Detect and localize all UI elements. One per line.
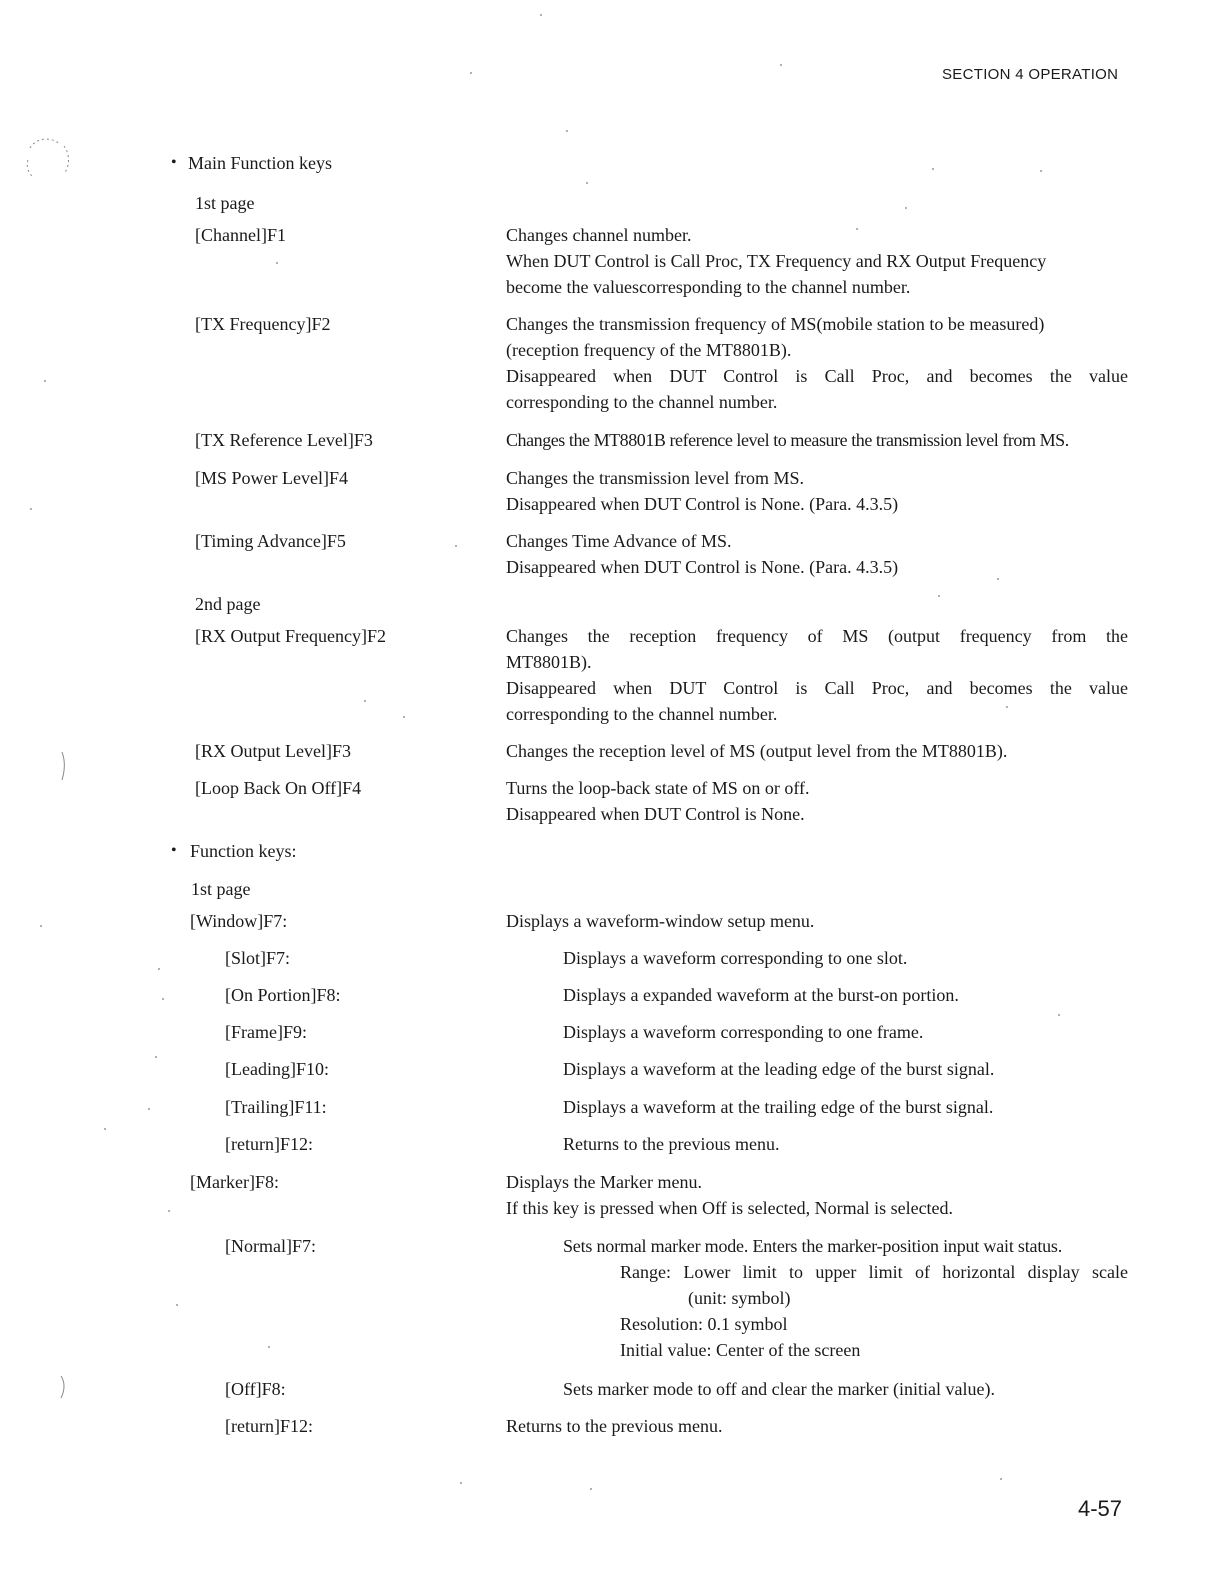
func-keys-title: Function keys: (190, 841, 297, 861)
scan-speck (155, 1056, 157, 1058)
scan-speck (403, 716, 405, 718)
scan-mark-decoration (56, 740, 70, 795)
scan-speck (1040, 170, 1042, 172)
sub-key-description: Displays a waveform at the trailing edge of the burst signal. (563, 1097, 994, 1117)
key-label: [TX Frequency]F2 (195, 314, 331, 334)
key-description: Changes the reception frequency of MS (output frequency from the (506, 626, 1128, 646)
key-description: Displays the Marker menu. (506, 1172, 702, 1192)
scan-speck (905, 207, 907, 209)
sub-key-description: Displays a waveform corresponding to one frame. (563, 1022, 924, 1042)
key-description: If this key is pressed when Off is selected, Normal is selected. (506, 1198, 954, 1218)
key-description: (reception frequency of the MT8801B). (506, 340, 792, 360)
sub-key-label: [On Portion]F8: (225, 985, 341, 1005)
scan-speck (856, 228, 858, 230)
scan-speck (566, 130, 568, 132)
sub-key-description: Displays a waveform corresponding to one slot. (563, 948, 908, 968)
scan-speck (540, 14, 542, 16)
key-description: Changes the transmission level from MS. (506, 468, 804, 488)
scan-speck (168, 1210, 170, 1212)
key-description: Disappeared when DUT Control is Call Proc, and becomes the value (506, 678, 1128, 698)
key-description: Displays a waveform-window setup menu. (506, 911, 815, 931)
key-description: corresponding to the channel number. (506, 392, 778, 412)
scan-speck (44, 380, 46, 382)
sub-key-label: [return]F12: (225, 1416, 313, 1436)
sub-key-description: Sets normal marker mode. Enters the marker-position input wait status. (563, 1236, 1063, 1256)
main-keys-title: Main Function keys (188, 153, 332, 173)
scan-speck (455, 545, 457, 547)
key-description: Changes Time Advance of MS. (506, 531, 732, 551)
sub-key-description: Returns to the previous menu. (506, 1416, 723, 1436)
key-description: Disappeared when DUT Control is None. (506, 804, 805, 824)
sub-key-label: [Trailing]F11: (225, 1097, 327, 1117)
sub-key-description: Sets marker mode to off and clear the marker (initial value). (563, 1379, 995, 1399)
sub-key-description: Returns to the previous menu. (563, 1134, 780, 1154)
scan-speck (40, 925, 42, 927)
sub-key-label: [return]F12: (225, 1134, 313, 1154)
key-description: Disappeared when DUT Control is None. (Para. 4.3.5) (506, 494, 899, 514)
key-label: [RX Output Frequency]F2 (195, 626, 386, 646)
page-label-2nd: 2nd page (195, 594, 261, 614)
section-header: SECTION 4 OPERATION (942, 66, 1119, 83)
sub-key-label: [Slot]F7: (225, 948, 291, 968)
bullet-icon: • (171, 154, 177, 171)
page-label-1st: 1st page (191, 879, 251, 899)
key-description: Changes the MT8801B reference level to measure the transmission level from MS. (506, 430, 1069, 450)
scan-speck (176, 1304, 178, 1306)
scan-speck (938, 595, 940, 597)
scan-speck (104, 1128, 106, 1130)
key-description: MT8801B). (506, 652, 592, 672)
key-label: [Window]F7: (190, 911, 288, 931)
scan-speck (162, 998, 164, 1000)
scan-mark-decoration (20, 130, 80, 195)
key-description: corresponding to the channel number. (506, 704, 778, 724)
scan-speck (148, 1108, 150, 1110)
key-description: Turns the loop-back state of MS on or off. (506, 778, 810, 798)
key-description: become the valuescorresponding to the channel number. (506, 277, 911, 297)
key-description: Disappeared when DUT Control is Call Proc, and becomes the value (506, 366, 1128, 386)
scan-mark-decoration (56, 1372, 70, 1407)
key-label: [Marker]F8: (190, 1172, 279, 1192)
key-label: [Loop Back On Off]F4 (195, 778, 362, 798)
key-label: [Channel]F1 (195, 225, 286, 245)
key-label: [TX Reference Level]F3 (195, 430, 373, 450)
key-description: When DUT Control is Call Proc, TX Frequency and RX Output Frequency (506, 251, 1047, 271)
scan-speck (460, 1482, 462, 1484)
scan-speck (268, 1346, 270, 1348)
scan-speck (1058, 1014, 1060, 1016)
key-description: Disappeared when DUT Control is None. (Para. 4.3.5) (506, 557, 899, 577)
scan-speck (780, 64, 782, 66)
sub-key-label: [Off]F8: (225, 1379, 286, 1399)
sub-key-label: [Frame]F9: (225, 1022, 307, 1042)
sub-key-description: Displays a expanded waveform at the burst-on portion. (563, 985, 959, 1005)
scan-speck (470, 72, 472, 74)
key-label: [Timing Advance]F5 (195, 531, 346, 551)
scan-speck (1000, 1478, 1002, 1480)
resolution-text: Resolution: 0.1 symbol (620, 1314, 788, 1334)
scan-speck (276, 262, 278, 264)
scan-speck (158, 968, 160, 970)
scan-speck (1006, 706, 1008, 708)
key-label: [RX Output Level]F3 (195, 741, 351, 761)
scan-speck (30, 508, 32, 510)
key-label: [MS Power Level]F4 (195, 468, 348, 488)
key-description: Changes the transmission frequency of MS(mobile station to be measured) (506, 314, 1045, 334)
range-text: Range: Lower limit to upper limit of horizontal display scale (620, 1262, 1128, 1282)
page-number: 4-57 (1078, 1496, 1123, 1521)
sub-key-label: [Leading]F10: (225, 1059, 329, 1079)
key-description: Changes channel number. (506, 225, 692, 245)
scan-speck (932, 168, 934, 170)
page-label-1st: 1st page (195, 193, 255, 213)
scan-speck (997, 578, 999, 580)
key-description: Changes the reception level of MS (output level from the MT8801B). (506, 741, 1008, 761)
range-unit-text: (unit: symbol) (688, 1288, 791, 1308)
sub-key-label: [Normal]F7: (225, 1236, 316, 1256)
initial-value-text: Initial value: Center of the screen (620, 1340, 861, 1360)
scan-speck (586, 182, 588, 184)
bullet-icon: • (171, 842, 177, 859)
scan-speck (364, 700, 366, 702)
sub-key-description: Displays a waveform at the leading edge of the burst signal. (563, 1059, 995, 1079)
scan-speck (590, 1488, 592, 1490)
